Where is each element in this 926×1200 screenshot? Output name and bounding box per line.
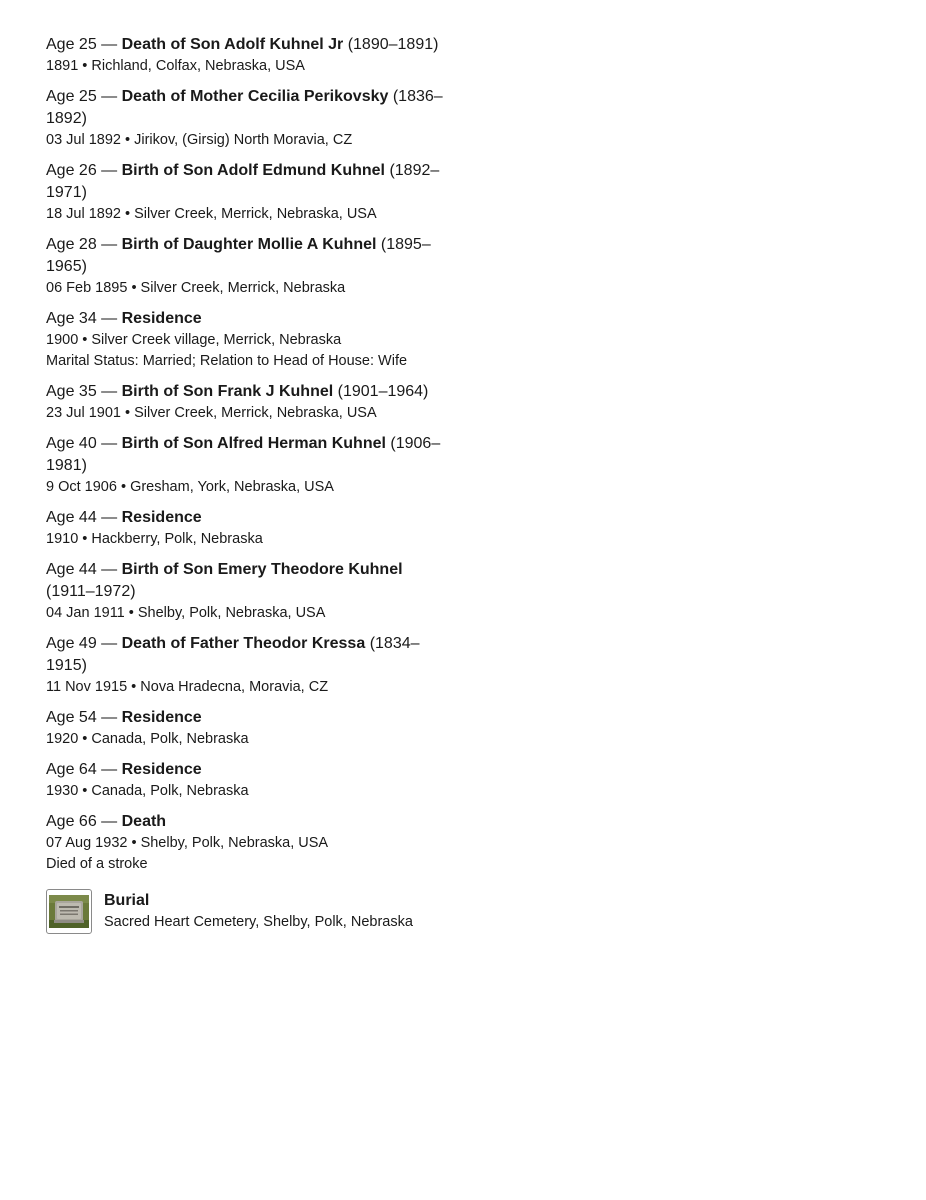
event-headline xyxy=(46,507,446,529)
event-separator: — xyxy=(101,561,118,578)
event-headline xyxy=(46,34,446,56)
timeline-event xyxy=(46,707,446,750)
event-lifespan: (1890–1891) xyxy=(347,36,439,53)
event-headline xyxy=(46,707,446,729)
event-age: Age 64 xyxy=(46,761,97,778)
event-date-place: 06 Feb 1895 • Silver Creek, Merrick, Nebraska xyxy=(46,280,346,296)
event-date-place: 07 Aug 1932 • Shelby, Polk, Nebraska, USA xyxy=(46,835,329,851)
event-separator: — xyxy=(101,709,118,726)
event-age: Age 25 xyxy=(46,36,97,53)
event-date-place: 11 Nov 1915 • Nova Hradecna, Moravia, CZ xyxy=(46,679,329,695)
event-title: Birth of Son Frank J Kuhnel xyxy=(121,383,334,400)
event-separator: — xyxy=(101,236,118,253)
timeline-event xyxy=(46,86,446,151)
timeline-event xyxy=(46,34,446,77)
event-age: Age 44 xyxy=(46,509,97,526)
event-separator: — xyxy=(101,635,118,652)
timeline-event xyxy=(46,633,446,698)
timeline-event xyxy=(46,811,446,875)
event-title: Residence xyxy=(121,310,202,327)
event-note: Marital Status: Married; Relation to Head of House: Wife xyxy=(46,353,408,369)
event-age: Age 54 xyxy=(46,709,97,726)
event-title: Death of Son Adolf Kuhnel Jr xyxy=(121,36,344,53)
event-age: Age 26 xyxy=(46,162,97,179)
event-age: Age 25 xyxy=(46,88,97,105)
event-separator: — xyxy=(101,509,118,526)
timeline-event xyxy=(46,433,446,498)
timeline-event xyxy=(46,234,446,299)
event-age: Age 28 xyxy=(46,236,97,253)
event-separator: — xyxy=(101,162,118,179)
event-date-place: 1891 • Richland, Colfax, Nebraska, USA xyxy=(46,58,305,74)
timeline-event xyxy=(46,759,446,802)
event-headline xyxy=(46,86,446,130)
timeline-event xyxy=(46,559,446,624)
event-title: Residence xyxy=(121,761,202,778)
event-separator: — xyxy=(101,88,118,105)
headstone-photo-icon xyxy=(49,895,89,928)
event-title: Birth of Son Adolf Edmund Kuhnel xyxy=(121,162,385,179)
event-age: Age 44 xyxy=(46,561,97,578)
event-age: Age 66 xyxy=(46,813,97,830)
event-note: Died of a stroke xyxy=(46,856,148,872)
event-title: Residence xyxy=(121,709,202,726)
event-headline xyxy=(46,234,446,278)
event-date-place: 04 Jan 1911 • Shelby, Polk, Nebraska, USA xyxy=(46,605,326,621)
event-lifespan: (1901–1964) xyxy=(337,383,429,400)
event-headline xyxy=(46,160,446,204)
events-list xyxy=(46,34,446,875)
event-date-place: 23 Jul 1901 • Silver Creek, Merrick, Nebraska, USA xyxy=(46,405,377,421)
event-headline xyxy=(46,381,446,403)
headstone-photo-thumbnail[interactable] xyxy=(46,889,92,934)
event-age: Age 40 xyxy=(46,435,97,452)
event-lifespan: (1911–1972) xyxy=(46,583,136,600)
event-separator: — xyxy=(101,383,118,400)
event-headline xyxy=(46,308,446,330)
timeline-event xyxy=(46,507,446,550)
event-date-place: 03 Jul 1892 • Jirikov, (Girsig) North Moravia, CZ xyxy=(46,132,353,148)
event-lifespan: (1834–1915) xyxy=(46,635,420,674)
burial-place: Sacred Heart Cemetery, Shelby, Polk, Nebraska xyxy=(104,914,413,930)
event-date-place: 18 Jul 1892 • Silver Creek, Merrick, Nebraska, USA xyxy=(46,206,377,222)
event-date-place: 1930 • Canada, Polk, Nebraska xyxy=(46,783,249,799)
event-headline xyxy=(46,811,446,833)
event-age: Age 49 xyxy=(46,635,97,652)
burial-event[interactable] xyxy=(46,889,446,934)
event-lifespan: (1836–1892) xyxy=(46,88,443,127)
event-separator: — xyxy=(101,761,118,778)
life-events-timeline xyxy=(46,34,446,934)
event-title: Birth of Daughter Mollie A Kuhnel xyxy=(121,236,377,253)
event-headline xyxy=(46,559,446,603)
burial-text xyxy=(104,890,413,933)
event-lifespan: (1892–1971) xyxy=(46,162,440,201)
timeline-event xyxy=(46,160,446,225)
event-title: Death of Father Theodor Kressa xyxy=(121,635,366,652)
event-headline xyxy=(46,633,446,677)
event-title: Death xyxy=(121,813,167,830)
timeline-event xyxy=(46,381,446,424)
event-age: Age 35 xyxy=(46,383,97,400)
event-title: Death of Mother Cecilia Perikovsky xyxy=(121,88,389,105)
event-date-place: 9 Oct 1906 • Gresham, York, Nebraska, USA xyxy=(46,479,334,495)
event-title: Residence xyxy=(121,509,202,526)
event-headline xyxy=(46,759,446,781)
event-date-place: 1900 • Silver Creek village, Merrick, Nebraska xyxy=(46,332,342,348)
timeline-event xyxy=(46,308,446,372)
event-headline xyxy=(46,433,446,477)
event-date-place: 1910 • Hackberry, Polk, Nebraska xyxy=(46,531,263,547)
event-title: Birth of Son Emery Theodore Kuhnel xyxy=(121,561,403,578)
burial-title: Burial xyxy=(104,892,150,909)
event-lifespan: (1895–1965) xyxy=(46,236,431,275)
event-separator: — xyxy=(101,36,118,53)
event-age: Age 34 xyxy=(46,310,97,327)
event-title: Birth of Son Alfred Herman Kuhnel xyxy=(121,435,386,452)
event-separator: — xyxy=(101,310,118,327)
event-date-place: 1920 • Canada, Polk, Nebraska xyxy=(46,731,249,747)
event-separator: — xyxy=(101,435,118,452)
event-separator: — xyxy=(101,813,118,830)
event-lifespan: (1906–1981) xyxy=(46,435,441,474)
